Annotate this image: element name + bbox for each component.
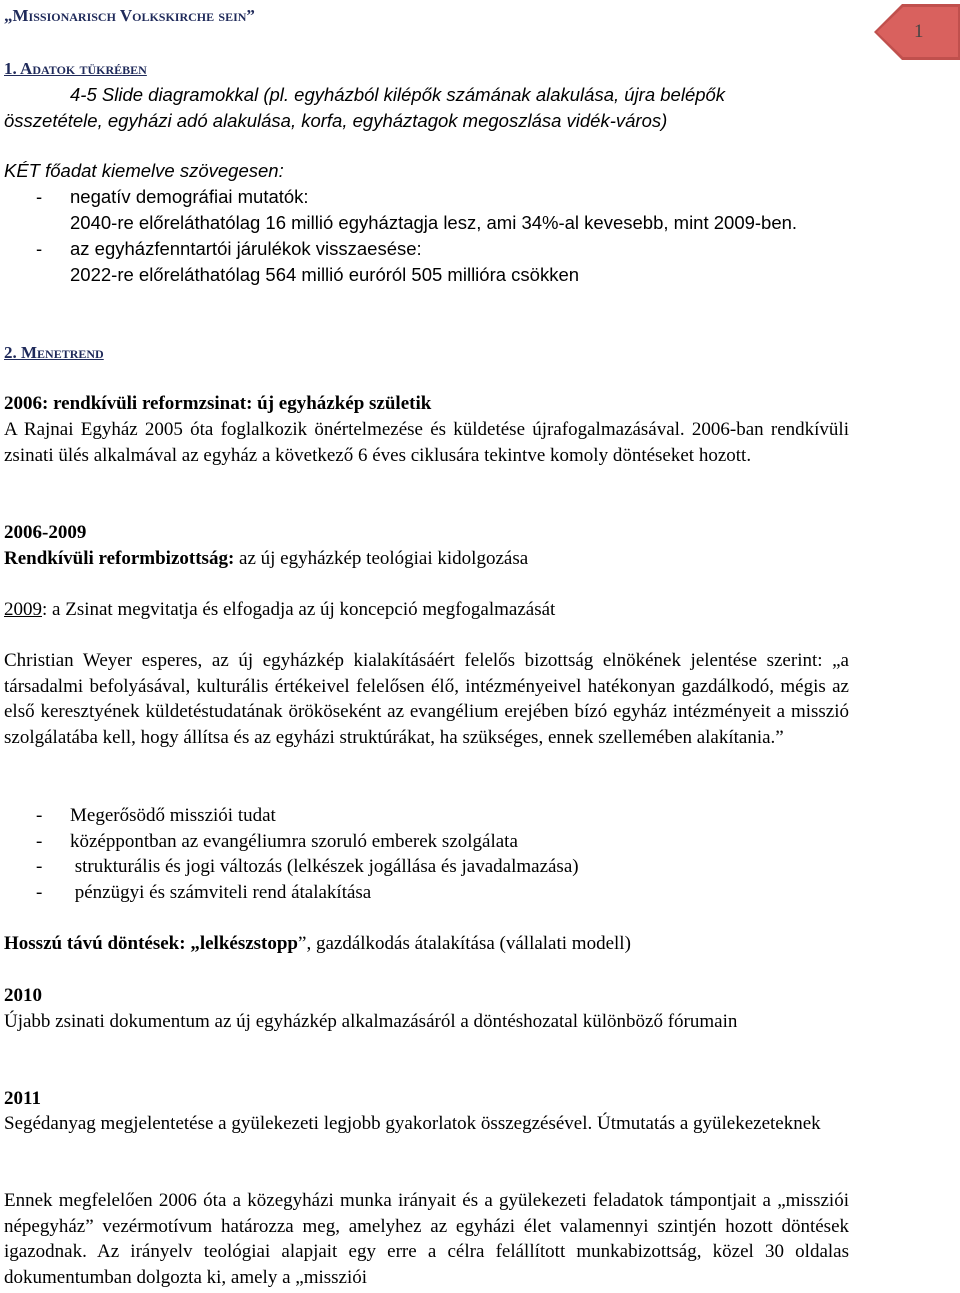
long-term-label: Hosszú távú döntések: xyxy=(4,933,186,954)
final-paragraph: Ennek megfelelően 2006 óta a közegyházi munka irányait és a gyülekezeti feladatok támpontjait a „missziói népegyház” vezérmotívum határozza meg, amelyhez az egyházi élet valamennyi szintjén hozott döntések igazodnak. Az irányelv teológiai alapjait egy erre a célra felállított munkabizottság, közel 30 oldalas dokumentumban dolgozta ki, amely a „missziói xyxy=(4,1190,849,1289)
page-number-badge xyxy=(874,4,960,60)
line-2009 xyxy=(4,597,849,623)
text-2009: : a Zsinat megvitatja és elfogadja az új koncepció megfogalmazását xyxy=(42,599,556,620)
page-number: 1 xyxy=(914,21,924,42)
item2-text: 2022-re előreláthatólag 564 millió euróról 505 millióra csökken xyxy=(70,264,580,285)
slides-line1: 4-5 Slide diagramokkal (pl. egyházból kilépők számának alakulása, újra belépők xyxy=(70,84,726,105)
list-item: - középpontban az evangéliumra szoruló emberek szolgálata xyxy=(4,829,849,855)
bullet-list xyxy=(4,803,849,906)
long-term-quote: „lelkészstopp xyxy=(185,933,299,954)
heading-2006: 2006: rendkívüli reformzsinat: új egyházkép születik xyxy=(4,393,432,414)
reform-text: az új egyházkép teológiai kidolgozása xyxy=(234,548,529,569)
document-title: „Missionarisch Volkskirche sein” xyxy=(4,6,255,25)
reform-label: Rendkívüli reformbizottság: xyxy=(4,548,235,569)
paragraph-2006: A Rajnai Egyház 2005 óta foglalkozik önértelmezése és küldetése újrafogalmazásával. 2006-ban rendkívüli zsinati ülés alkalmával az egyház a következő 6 éves ciklusára tekintve komoly döntéseket hozott. xyxy=(4,419,849,466)
list-item: - pénzügyi és számviteli rend átalakítása xyxy=(4,880,849,906)
long-term-line xyxy=(4,931,849,957)
paragraph-2010: Újabb zsinati dokumentum az új egyházkép alkalmazásáról a döntéshozatal különböző fórumain xyxy=(4,1011,738,1032)
section1-heading: 1. Adatok tükrében xyxy=(4,59,147,78)
item2-label: - az egyházfenntartói járulékok visszaesése: xyxy=(4,236,849,262)
reform-line xyxy=(4,546,849,572)
section1 xyxy=(4,56,849,134)
slides-line2: összetétele, egyházi adó alakulása, korfa, egyháztagok megoszlása vidék-város) xyxy=(4,110,668,131)
list-item: - strukturális és jogi változás (lelkészek jogállása és javadalmazása) xyxy=(4,854,849,880)
two-tasks-label: KÉT főadat kiemelve szövegesen: xyxy=(4,160,284,181)
heading-2006-2009: 2006-2009 xyxy=(4,522,87,543)
weyer-quote: Christian Weyer esperes, az új egyházkép kialakításáért felelős bizottság elnökének jelentése szerint: „a társadalmi befolyásával, kulturális értékeivel felelősen élő, intézményeivel hatékonyan gazdálkodó, mégis az első keresztyének küldetéstudatának örököseként az evangélium erejében bízó egyház intézményeit a misszió szolgálatába kell, hogy állítsa és az egyházi struktúrákat, ha szükséges, ennek szellemében alakítania.” xyxy=(4,650,849,749)
list-item: - Megerősödő missziói tudat xyxy=(4,803,849,829)
heading-2010: 2010 xyxy=(4,985,42,1006)
long-term-text: ”, gazdálkodás átalakítása (vállalati modell) xyxy=(298,933,631,954)
paragraph-2011: Segédanyag megjelentetése a gyülekezeti legjobb gyakorlatok összegzésével. Útmutatás a gyülekezeteknek xyxy=(4,1113,821,1134)
item1-text: 2040-re előreláthatólag 16 millió egyháztagja lesz, ami 34%-al kevesebb, mint 2009-ben. xyxy=(70,212,798,233)
item1-label: - negatív demográfiai mutatók: xyxy=(4,184,849,210)
heading-2011: 2011 xyxy=(4,1088,41,1109)
section2-heading: 2. Menetrend xyxy=(4,343,104,362)
year-2009: 2009 xyxy=(4,599,42,620)
key-data-block xyxy=(4,158,849,288)
